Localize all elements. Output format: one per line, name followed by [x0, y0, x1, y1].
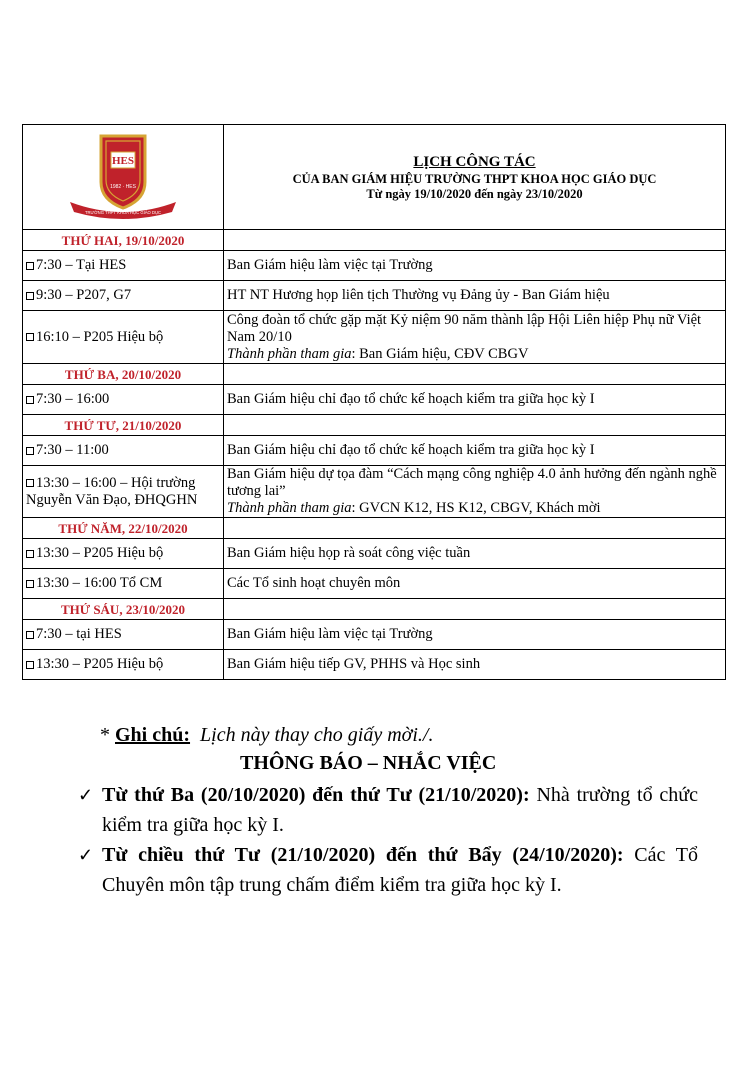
activity-cell — [224, 385, 726, 415]
time-place-text: 13:30 – 16:00 – Hội trường Nguyễn Văn Đạo, ĐHQGHN — [26, 474, 198, 508]
logo-ribbon-text: TRƯỜNG THPT KHOA HỌC GIÁO DỤC — [84, 209, 162, 215]
activity-cell — [224, 436, 726, 466]
checkmark-icon: ✓ — [78, 785, 94, 805]
activity-cell — [224, 311, 726, 364]
bullet-square-icon — [26, 631, 34, 639]
time-place-text: 13:30 – P205 Hiệu bộ — [36, 656, 164, 672]
announcement-item-text: Nhà trường tổ chức kiểm tra giữa học kỳ I. — [102, 784, 699, 836]
activity-text: Công đoàn tổ chức gặp mặt Kỷ niệm 90 năm thành lập Hội Liên hiệp Phụ nữ Việt Nam 20/10 — [227, 311, 702, 345]
schedule-row — [23, 281, 726, 311]
schedule-row — [23, 569, 726, 599]
note-text: Lịch này thay cho giấy mời./. — [200, 724, 434, 746]
time-place-cell — [23, 385, 224, 415]
page-title: LỊCH CÔNG TÁC — [413, 154, 536, 170]
bullet-square-icon — [26, 661, 34, 669]
activity-cell — [224, 650, 726, 680]
day-label: THỨ BA, 20/10/2020 — [23, 364, 224, 385]
bullet-square-icon — [26, 550, 34, 558]
time-place-cell — [23, 539, 224, 569]
note-prefix: * — [100, 724, 115, 746]
time-place-cell — [23, 251, 224, 281]
schedule-row — [23, 436, 726, 466]
day-empty-cell — [224, 230, 726, 251]
announcement-title: THÔNG BÁO – NHẮC VIỆC — [240, 752, 497, 774]
participants-line — [227, 346, 722, 363]
note-label: Ghi chú: — [115, 724, 191, 746]
time-place-cell — [23, 466, 224, 518]
time-place-cell — [23, 311, 224, 364]
bullet-square-icon — [26, 447, 34, 455]
day-empty-cell — [224, 415, 726, 436]
schedule-table — [22, 124, 726, 680]
day-label: THỨ TƯ, 21/10/2020 — [23, 415, 224, 436]
announcement-item-bold: Từ thứ Ba (20/10/2020) đến thứ Tư (21/10/2020): — [102, 784, 530, 806]
activity-cell — [224, 620, 726, 650]
announcement-item — [78, 780, 698, 840]
bullet-square-icon — [26, 292, 34, 300]
schedule-row — [23, 311, 726, 364]
time-place-text: 7:30 – 16:00 — [36, 391, 110, 407]
day-empty-cell — [224, 364, 726, 385]
day-header-row — [23, 599, 726, 620]
activity-text: Ban Giám hiệu tiếp GV, PHHS và Học sinh — [227, 656, 481, 672]
time-place-cell — [23, 569, 224, 599]
participants-label: Thành phần tham gia — [227, 345, 352, 362]
activity-text: Ban Giám hiệu làm việc tại Trường — [227, 257, 433, 273]
day-label: THỨ SÁU, 23/10/2020 — [23, 599, 224, 620]
schedule-sheet — [22, 124, 726, 680]
schedule-row — [23, 466, 726, 518]
activity-cell — [224, 466, 726, 518]
activity-text: Ban Giám hiệu họp rà soát công việc tuần — [227, 545, 471, 561]
announcement-item — [78, 840, 698, 900]
announcement-item-text: Các Tổ Chuyên môn tập trung chấm điểm kiểm tra giữa học kỳ I. — [102, 844, 698, 896]
checkmark-icon: ✓ — [78, 845, 94, 865]
participants-line — [227, 500, 722, 517]
schedule-row — [23, 251, 726, 281]
time-place-text: 13:30 – 16:00 Tổ CM — [36, 575, 163, 591]
day-label: THỨ NĂM, 22/10/2020 — [23, 518, 224, 539]
day-empty-cell — [224, 599, 726, 620]
schedule-row — [23, 620, 726, 650]
schedule-row — [23, 385, 726, 415]
time-place-text: 7:30 – tại HES — [36, 626, 122, 642]
time-place-text: 7:30 – Tại HES — [36, 257, 127, 273]
day-empty-cell — [224, 518, 726, 539]
activity-cell — [224, 281, 726, 311]
logo-seal-text: 1982 · HES — [110, 183, 136, 190]
activity-text: Ban Giám hiệu dự tọa đàm “Cách mạng công nghiệp 4.0 ảnh hưởng đến ngành nghề tương lai” — [227, 466, 717, 499]
bullet-square-icon — [26, 580, 34, 588]
activity-text: Ban Giám hiệu chỉ đạo tổ chức kế hoạch kiểm tra giữa học kỳ I — [227, 391, 595, 407]
school-logo-icon — [64, 130, 182, 220]
announcement-item-bold: Từ chiều thứ Tư (21/10/2020) đến thứ Bẩy (24/10/2020): — [102, 844, 624, 866]
time-place-text: 7:30 – 11:00 — [36, 442, 109, 458]
activity-text: Ban Giám hiệu làm việc tại Trường — [227, 626, 433, 642]
logo-cell — [23, 125, 224, 230]
time-place-text: 16:10 – P205 Hiệu bộ — [36, 328, 164, 345]
page-subtitle: CỦA BAN GIÁM HIỆU TRƯỜNG THPT KHOA HỌC GIÁO DỤC — [292, 172, 657, 186]
time-place-cell — [23, 620, 224, 650]
activity-cell — [224, 251, 726, 281]
activity-text: Ban Giám hiệu chỉ đạo tổ chức kế hoạch kiểm tra giữa học kỳ I — [227, 442, 595, 458]
activity-cell — [224, 569, 726, 599]
activity-text: Các Tổ sinh hoạt chuyên môn — [227, 575, 401, 591]
day-header-row — [23, 230, 726, 251]
day-label: THỨ HAI, 19/10/2020 — [23, 230, 224, 251]
schedule-row — [23, 539, 726, 569]
time-place-cell — [23, 281, 224, 311]
day-header-row — [23, 518, 726, 539]
time-place-cell — [23, 436, 224, 466]
date-range: Từ ngày 19/10/2020 đến ngày 23/10/2020 — [366, 187, 583, 201]
note-line — [100, 724, 433, 747]
participants-label: Thành phần tham gia — [227, 500, 352, 516]
day-header-row — [23, 364, 726, 385]
title-cell — [224, 125, 726, 230]
participants-value: : GVCN K12, HS K12, CBGV, Khách mời — [351, 500, 601, 516]
bullet-square-icon — [26, 262, 34, 270]
time-place-text: 13:30 – P205 Hiệu bộ — [36, 545, 164, 561]
activity-cell — [224, 539, 726, 569]
participants-value: : Ban Giám hiệu, CĐV CBGV — [351, 345, 529, 362]
bullet-square-icon — [26, 479, 34, 487]
bullet-square-icon — [26, 333, 34, 341]
logo-hes-text: HES — [111, 154, 135, 167]
day-header-row — [23, 415, 726, 436]
time-place-cell — [23, 650, 224, 680]
activity-text: HT NT Hương họp liên tịch Thường vụ Đảng ủy - Ban Giám hiệu — [227, 287, 610, 303]
schedule-row — [23, 650, 726, 680]
header-row — [23, 125, 726, 230]
time-place-text: 9:30 – P207, G7 — [36, 287, 132, 303]
bullet-square-icon — [26, 396, 34, 404]
